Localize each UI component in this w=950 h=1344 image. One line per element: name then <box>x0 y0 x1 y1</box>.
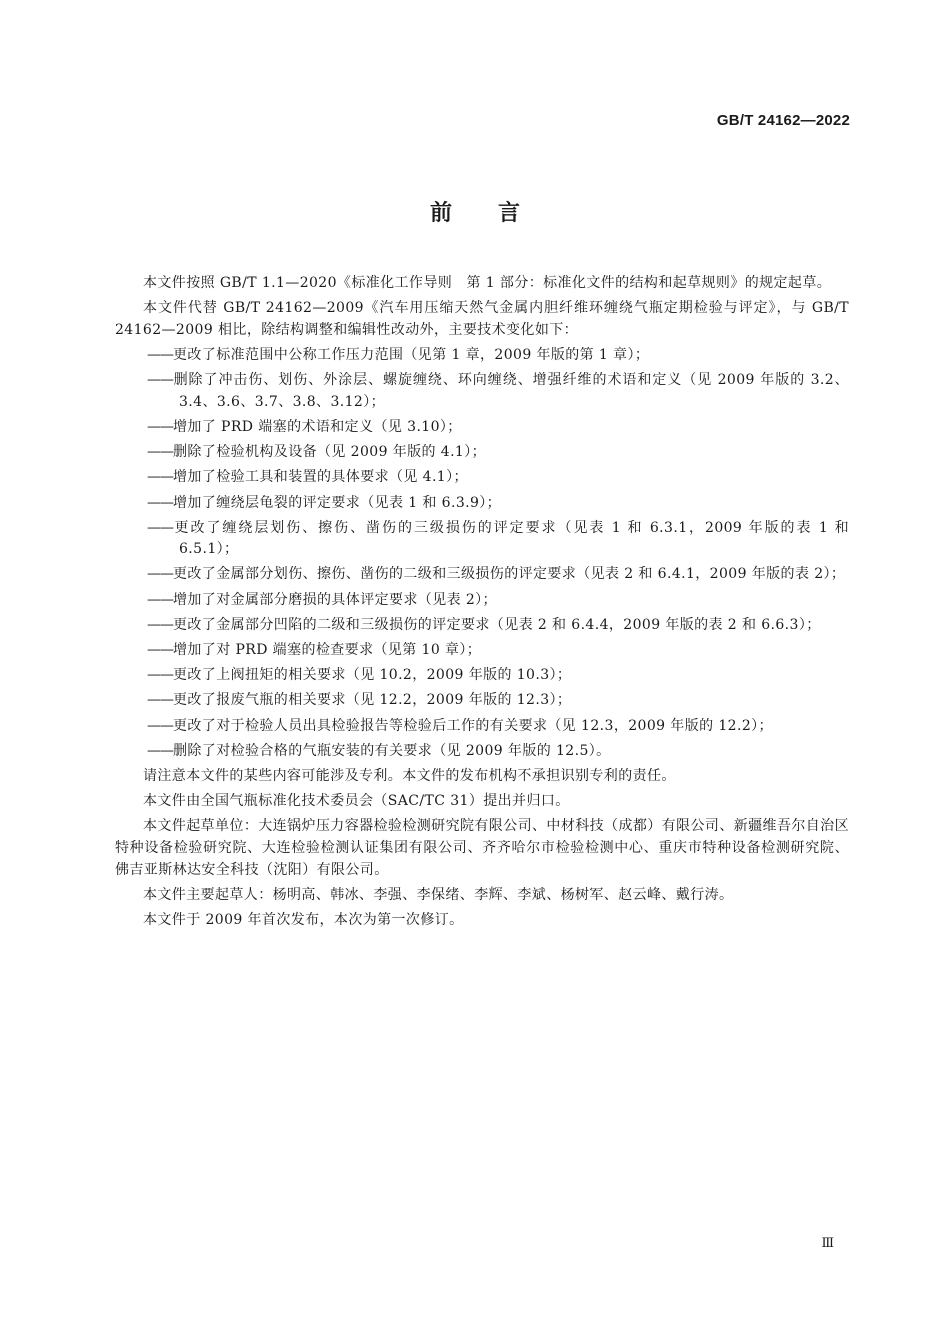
drafters-paragraph: 本文件主要起草人：杨明高、韩冰、李强、李保绪、李辉、李斌、杨树军、赵云峰、戴行涛。 <box>143 886 734 903</box>
dash-marker: —— <box>147 418 173 435</box>
dash-marker: —— <box>147 717 173 734</box>
change-text: 更改了缠绕层划伤、擦伤、凿伤的三级损伤的评定要求（见表 1 和 6.3.1，2009 年版的表 1 和 6.5.1）； <box>173 519 849 558</box>
page-number: Ⅲ <box>821 1236 834 1251</box>
standard-code: GB/T 24162—2022 <box>716 112 850 129</box>
change-text: 更改了金属部分划伤、擦伤、凿伤的二级和三级损伤的评定要求（见表 2 和 6.4.1，2009 年版的表 2）； <box>173 566 846 583</box>
change-text: 更改了报废气瓶的相关要求（见 12.2，2009 年版的 12.3）； <box>173 692 572 709</box>
change-text: 增加了对 PRD 端塞的检查要求（见第 10 章）； <box>173 642 482 659</box>
change-item <box>115 665 849 687</box>
change-item <box>115 716 849 738</box>
changes-list <box>115 345 849 762</box>
dash-marker: —— <box>147 667 173 684</box>
change-item <box>115 690 849 712</box>
change-text: 更改了标准范围中公称工作压力范围（见第 1 章，2009 年版的第 1 章）； <box>173 346 650 363</box>
change-item <box>115 518 849 561</box>
dash-marker: —— <box>147 346 173 363</box>
change-item <box>115 741 849 763</box>
change-text: 更改了上阀扭矩的相关要求（见 10.2，2009 年版的 10.3）； <box>173 667 572 684</box>
change-text: 删除了检验机构及设备（见 2009 年版的 4.1）； <box>173 444 487 461</box>
change-text: 更改了金属部分凹陷的二级和三级损伤的评定要求（见表 2 和 6.4.4，2009 年版的表 2 和 6.6.3）； <box>173 616 821 633</box>
change-item <box>115 590 849 612</box>
dash-marker: —— <box>147 642 173 659</box>
dash-marker: —— <box>147 692 173 709</box>
change-item <box>115 615 849 637</box>
drafting-units-paragraph: 本文件起草单位：大连锅炉压力容器检验检测研究院有限公司、中材科技（成都）有限公司、新疆维吾尔自治区特种设备检验研究院、大连检验检测认证集团有限公司、齐齐哈尔市检验检测中心、重庆市特种设备检测研究院、佛吉亚斯林达安全科技（沈阳）有限公司。 <box>115 818 849 878</box>
change-item <box>115 370 849 413</box>
change-text: 增加了检验工具和装置的具体要求（见 4.1）； <box>173 469 468 486</box>
intro-paragraph: 本文件按照 GB/T 1.1—2020《标准化工作导则 第 1 部分：标准化文件的结构和起草规则》的规定起草。 <box>143 275 832 291</box>
dash-marker: —— <box>147 616 173 633</box>
change-item <box>115 640 849 662</box>
change-text: 增加了对金属部分磨损的具体评定要求（见表 2）； <box>173 591 497 608</box>
change-text: 增加了 PRD 端塞的术语和定义（见 3.10）； <box>173 418 462 435</box>
dash-marker: —— <box>147 519 173 536</box>
change-item <box>115 417 849 439</box>
change-text: 删除了对检验合格的气瓶安装的有关要求（见 2009 年版的 12.5）。 <box>173 742 611 759</box>
dash-marker: —— <box>147 494 173 511</box>
page-title: 前言 <box>429 201 566 226</box>
change-text: 更改了对于检验人员出具检验报告等检验后工作的有关要求（见 12.3，2009 年版的 12.2）； <box>173 717 773 734</box>
intro-paragraph: 本文件代替 GB/T 24162—2009《汽车用压缩天然气金属内胆纤维环缠绕气瓶定期检验与评定》，与 GB/T 24162—2009 相比，除结构调整和编辑性改动外，主要技术变化如下： <box>115 300 849 338</box>
publication-history-paragraph: 本文件于 2009 年首次发布，本次为第一次修订。 <box>143 911 464 928</box>
dash-marker: —— <box>147 742 173 759</box>
change-item <box>115 493 849 515</box>
dash-marker: —— <box>147 591 173 608</box>
change-text: 删除了冲击伤、划伤、外涂层、螺旋缠绕、环向缠绕、增强纤维的术语和定义（见 2009 年版的 3.2、3.4、3.6、3.7、3.8、3.12）； <box>173 372 849 410</box>
change-item <box>115 345 849 367</box>
change-item <box>115 564 849 586</box>
change-item <box>115 442 849 464</box>
proposer-paragraph: 本文件由全国气瓶标准化技术委员会（SAC/TC 31）提出并归口。 <box>143 793 570 810</box>
document-body <box>115 273 849 935</box>
dash-marker: —— <box>147 372 173 389</box>
dash-marker: —— <box>147 566 173 583</box>
patent-notice: 请注意本文件的某些内容可能涉及专利。本文件的发布机构不承担识别专利的责任。 <box>143 767 676 784</box>
change-text: 增加了缠绕层龟裂的评定要求（见表 1 和 6.3.9）； <box>173 494 502 511</box>
change-item <box>115 467 849 489</box>
dash-marker: —— <box>147 444 173 461</box>
dash-marker: —— <box>147 469 173 486</box>
